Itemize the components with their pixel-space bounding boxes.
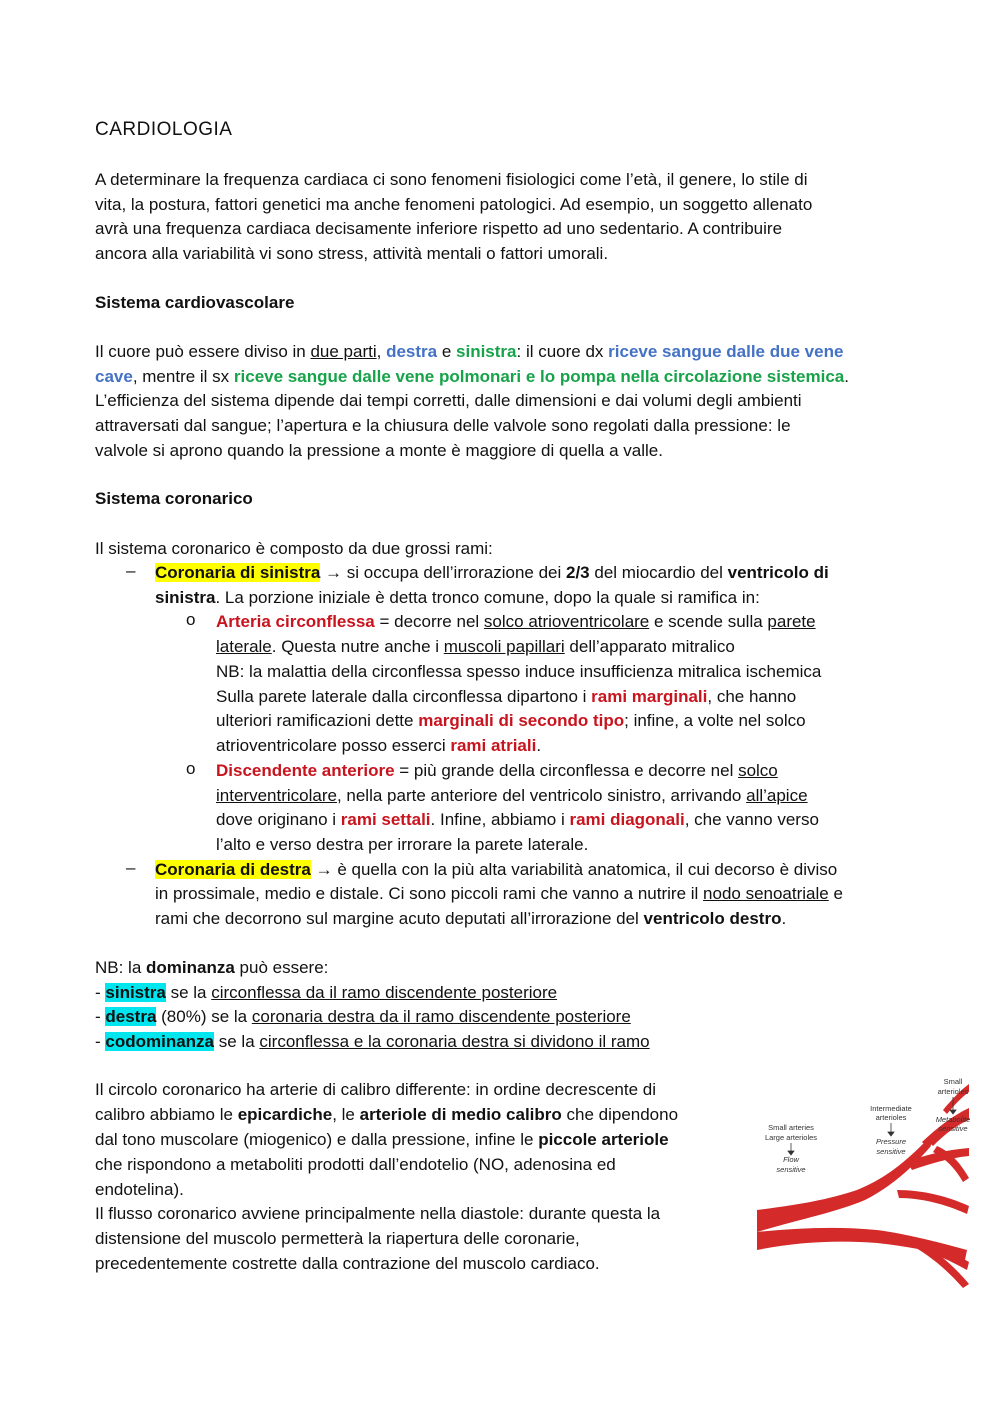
text-span: . Infine, abbiamo i <box>430 810 570 829</box>
section-heading-coronary: Sistema coronarico <box>95 489 253 508</box>
text-line <box>216 685 796 710</box>
underlined-term: coronaria destra da il ramo discendente posteriore <box>251 1007 631 1026</box>
bold-term: arteriole di medio calibro <box>359 1105 562 1124</box>
text-line <box>155 561 829 586</box>
circle-bullet: o <box>186 759 196 778</box>
text-line: L’efficienza del sistema dipende dai tempi corretti, dalle dimensioni e dai volumi degli ambienti <box>95 391 802 410</box>
text-span: , mentre il sx <box>132 367 234 386</box>
text-span: , <box>376 342 387 361</box>
highlight-cyan: destra <box>105 1007 157 1026</box>
text-span: , nella parte anteriore del ventricolo sinistro, arrivando <box>336 786 747 805</box>
highlight-cyan: sinistra <box>105 983 166 1002</box>
text-span: . <box>844 367 849 386</box>
highlight-red: rami marginali <box>591 687 708 706</box>
underlined-term: nodo senoatriale <box>703 884 829 903</box>
text-line <box>95 365 849 390</box>
text-span: . <box>536 736 542 755</box>
text-line <box>155 586 760 611</box>
underlined-term: muscoli papillari <box>443 637 565 656</box>
text-line: vita, la postura, fattori genetici ma anche fenomeni patologici. Ad esempio, un soggetto allenato <box>95 195 813 214</box>
text-line: attraversati dal sangue; l’apertura e la chiusura delle valvole sono regolati dalla pressione: le <box>95 416 791 435</box>
figure-label: Flow <box>783 1155 799 1164</box>
text-span: ; infine, a volte nel solco <box>624 711 806 730</box>
text-line <box>155 882 843 907</box>
text-line: ancora alla variabilità vi sono stress, attività mentali o fattori umorali. <box>95 244 609 263</box>
text-span: (80%) se la <box>156 1007 252 1026</box>
highlight-blue: destra <box>386 342 438 361</box>
text-span: dove originano i <box>216 810 341 829</box>
text-line <box>216 734 541 759</box>
text-span: - <box>95 1007 106 1026</box>
highlight-red: marginali di secondo tipo <box>418 711 625 730</box>
page-title: CARDIOLOGIA <box>95 119 233 140</box>
highlight-red: rami diagonali <box>569 810 685 829</box>
figure-label: Large arterioles <box>764 1133 818 1142</box>
highlight-red: Arteria circonflessa <box>216 612 375 631</box>
figure-label: Small arteries <box>768 1123 814 1132</box>
underlined-term: interventricolare <box>216 786 337 805</box>
text-line <box>216 709 806 734</box>
figure-label: Pressure <box>875 1137 907 1146</box>
text-span: può essere: <box>234 958 329 977</box>
text-span: : il cuore dx <box>516 342 609 361</box>
text-line <box>216 808 819 833</box>
bold-term: sinistra <box>155 588 216 607</box>
text-line: Il flusso coronarico avviene principalmente nella diastole: durante questa la <box>95 1204 661 1223</box>
figure-label: sensitive <box>876 1147 906 1156</box>
text-line: l’alto e verso destra per irrorare la parete laterale. <box>216 835 589 854</box>
figure-label: arterioles <box>875 1113 907 1122</box>
highlight-red: Discendente anteriore <box>216 761 395 780</box>
text-line <box>216 610 816 635</box>
section-heading-cardiovascular: Sistema cardiovascolare <box>95 293 295 312</box>
text-span: e <box>828 884 843 903</box>
text-line: Il circolo coronarico ha arterie di calibro differente: in ordine decrescente di <box>95 1080 656 1099</box>
text-line: Il sistema coronarico è composto da due grossi rami: <box>95 539 493 558</box>
underlined-term: solco <box>738 761 778 780</box>
text-line: distensione del muscolo permetterà la riapertura delle coronarie, <box>95 1229 580 1248</box>
text-line <box>216 759 778 784</box>
text-span: → è quella con la più alta variabilità anatomica, il cui decorso è diviso <box>310 860 838 879</box>
highlight-yellow: Coronaria di sinistra <box>155 563 321 582</box>
text-span: in prossimale, medio e distale. Ci sono piccoli rami che vanno a nutrire il <box>155 884 704 903</box>
text-span: se la <box>165 983 212 1002</box>
text-span: calibro abbiamo le <box>95 1105 238 1124</box>
text-line <box>95 1128 669 1153</box>
text-line <box>216 635 735 660</box>
text-span: Sulla parete laterale dalla circonflessa dipartono i <box>216 687 592 706</box>
bold-term: epicardiche <box>237 1105 333 1124</box>
underlined-term: laterale <box>216 637 272 656</box>
list-item <box>95 1005 631 1030</box>
underlined-term: parete <box>767 612 816 631</box>
highlight-yellow: Coronaria di destra <box>155 860 311 879</box>
text-span: e <box>437 342 457 361</box>
text-line: NB: la malattia della circonflessa spesso induce insufficienza mitralica ischemica <box>216 662 822 681</box>
bold-term: 2/3 <box>566 563 590 582</box>
text-line: avrà una frequenza cardiaca decisamente inferiore rispetto ad uno sedentario. A contribuire <box>95 219 783 238</box>
figure-label: Metabolite <box>935 1115 970 1124</box>
text-span: dal tono muscolare (miogenico) e dalla pressione, infine le <box>95 1130 539 1149</box>
figure-label: Intermediate <box>870 1104 912 1113</box>
text-line <box>155 858 837 883</box>
text-line <box>216 784 808 809</box>
underlined-term: all’apice <box>746 786 808 805</box>
figure-label: arterioles <box>937 1087 969 1096</box>
figure-label: sensitive <box>938 1124 968 1133</box>
text-span: . Questa nutre anche i <box>271 637 444 656</box>
highlight-cyan: codominanza <box>105 1032 215 1051</box>
text-line <box>95 340 843 365</box>
text-span: NB: la <box>95 958 147 977</box>
highlight-red: rami settali <box>340 810 431 829</box>
text-line: precedentemente costrette dalla contrazione del muscolo cardiaco. <box>95 1254 600 1273</box>
list-item <box>95 1030 650 1055</box>
text-span: che dipendono <box>561 1105 679 1124</box>
text-span: e scende sulla <box>649 612 768 631</box>
text-span: se la <box>214 1032 260 1051</box>
text-line <box>95 1103 678 1128</box>
text-line: endotelina). <box>95 1180 184 1199</box>
figure-label: Small <box>943 1077 963 1086</box>
text-line: A determinare la frequenza cardiaca ci sono fenomeni fisiologici come l’età, il genere, lo stile di <box>95 170 808 189</box>
underlined-term: due parti <box>310 342 377 361</box>
text-line: valvole si aprono quando la pressione a monte è maggiore di quella a valle. <box>95 441 663 460</box>
circle-bullet: o <box>186 610 196 629</box>
highlight-blue: riceve sangue dalle due vene <box>608 342 844 361</box>
text-span: Il cuore può essere diviso in <box>95 342 311 361</box>
highlight-green: riceve sangue dalle vene polmonari e lo pompa nella circolazione sistemica <box>233 367 845 386</box>
text-span: . <box>781 909 787 928</box>
highlight-red: rami atriali <box>450 736 537 755</box>
text-span: . La porzione iniziale è detta tronco comune, dopo la quale si ramifica in: <box>215 588 760 607</box>
text-span: del miocardio del <box>589 563 728 582</box>
text-span: , che hanno <box>707 687 797 706</box>
coronary-vessels-figure <box>757 1050 970 1290</box>
list-item <box>95 981 557 1006</box>
bold-term: piccole arteriole <box>538 1130 669 1149</box>
text-line <box>155 907 786 932</box>
text-line <box>95 956 328 981</box>
bold-term: ventricolo di <box>727 563 829 582</box>
text-span: - <box>95 983 106 1002</box>
underlined-term: circonflessa e la coronaria destra si dividono il ramo <box>259 1032 650 1051</box>
dash-bullet: – <box>126 561 136 580</box>
underlined-term: circonflessa da il ramo discendente posteriore <box>211 983 558 1002</box>
text-span: = decorre nel <box>374 612 484 631</box>
text-line: che rispondono a metaboliti prodotti dall’endotelio (NO, adenosina ed <box>95 1155 616 1174</box>
text-span: atrioventricolare posso esserci <box>216 736 451 755</box>
text-span: = più grande della circonflessa e decorre nel <box>394 761 739 780</box>
highlight-green: sinistra <box>456 342 517 361</box>
text-span: dell’apparato mitralico <box>564 637 735 656</box>
bold-term: ventricolo destro <box>643 909 782 928</box>
text-span: , le <box>332 1105 360 1124</box>
text-span: rami che decorrono sul margine acuto deputati all’irrorazione del <box>155 909 644 928</box>
text-span: , che vanno verso <box>684 810 819 829</box>
dash-bullet: – <box>126 858 136 877</box>
bold-term: dominanza <box>146 958 235 977</box>
text-span: ulteriori ramificazioni dette <box>216 711 419 730</box>
text-span: - <box>95 1032 106 1051</box>
highlight-blue: cave <box>95 367 133 386</box>
figure-label: sensitive <box>776 1165 806 1174</box>
underlined-term: solco atrioventricolare <box>483 612 650 631</box>
text-span: → si occupa dell’irrorazione dei <box>320 563 566 582</box>
